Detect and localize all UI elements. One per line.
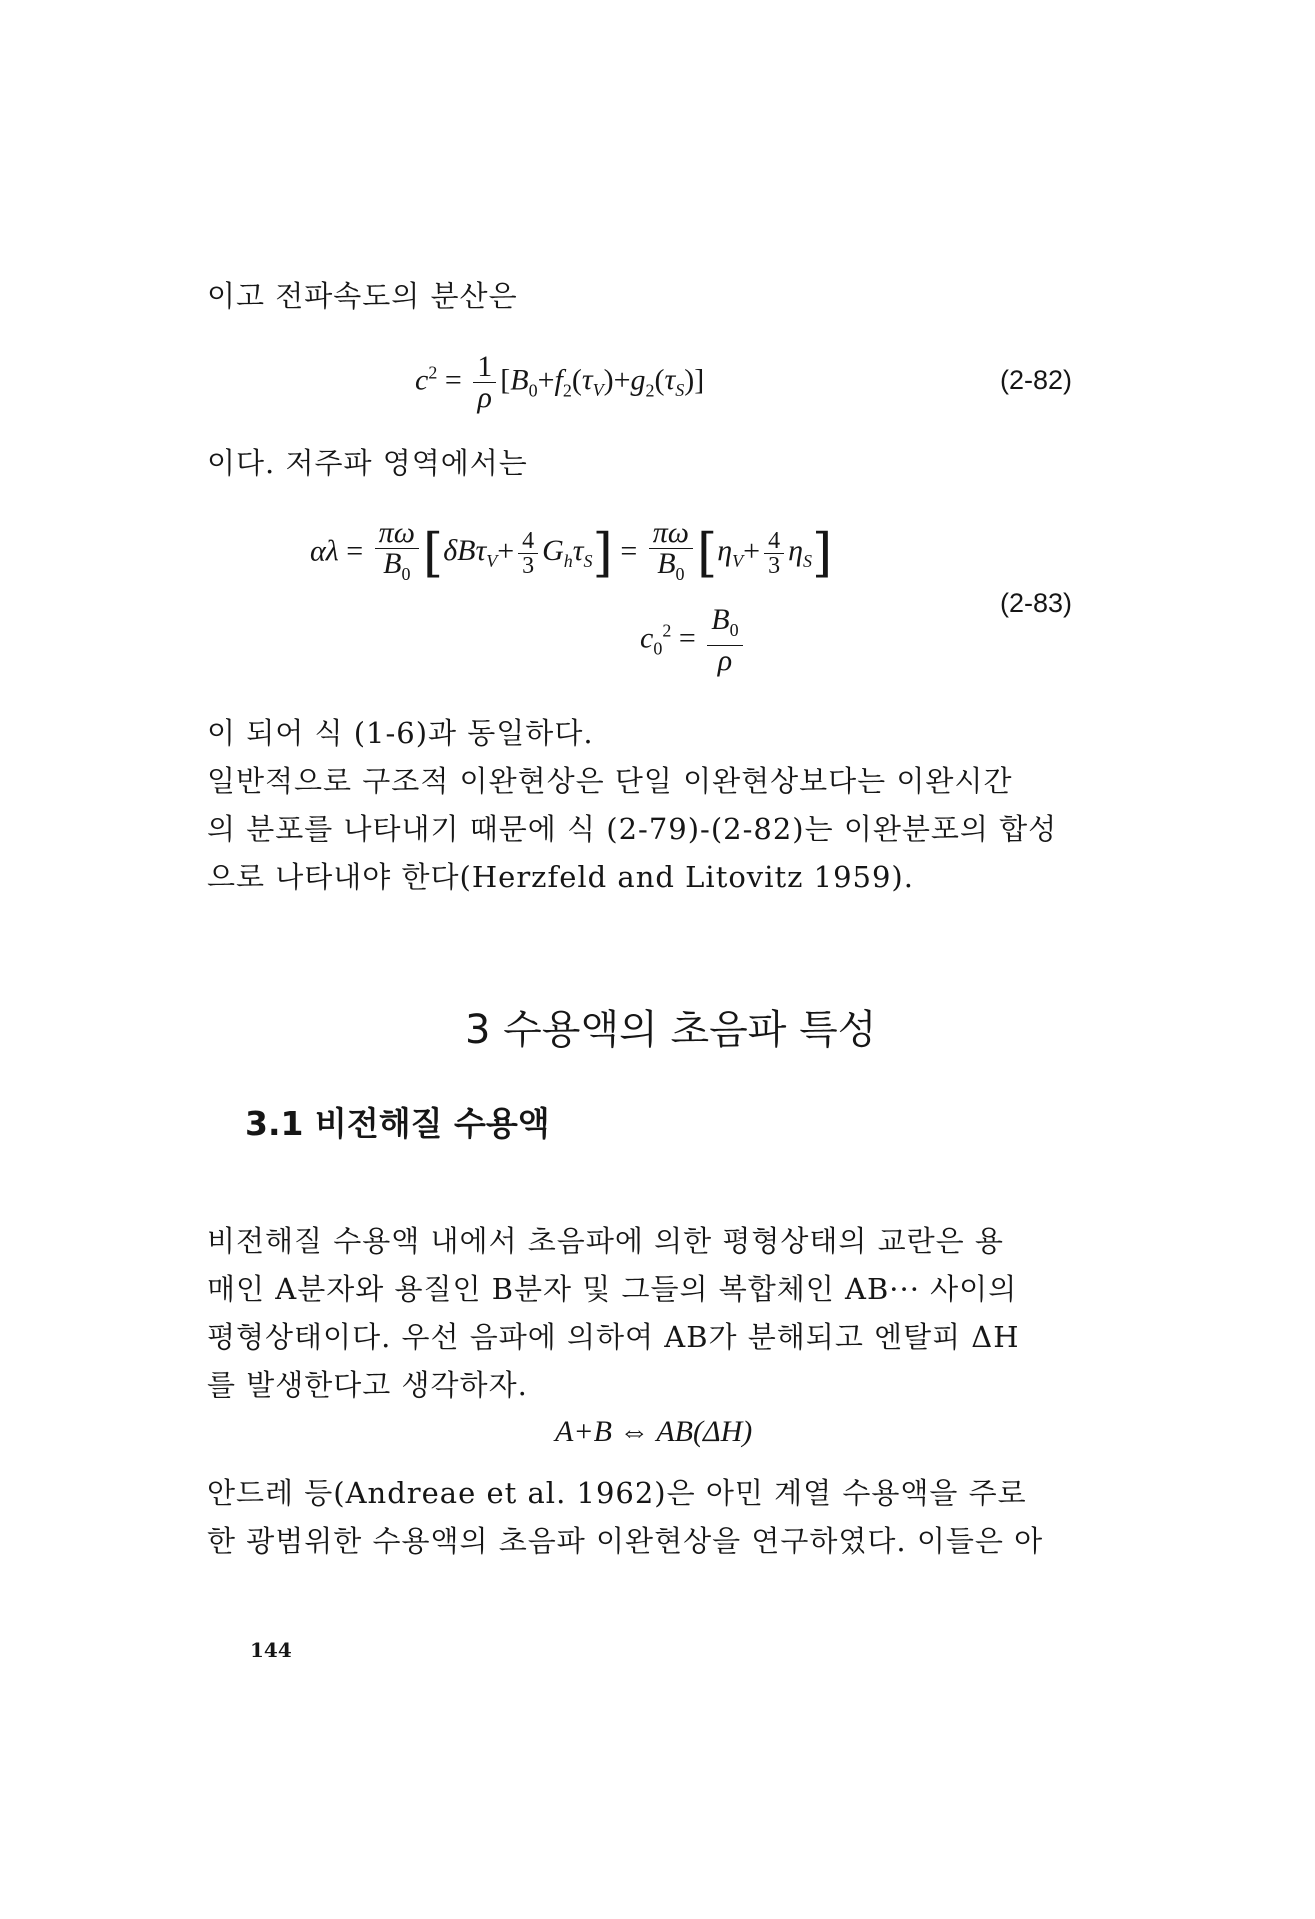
page-number: 144 xyxy=(250,1638,292,1662)
text-line: 평형상태이다. 우선 음파에 의하여 AB가 분해되고 엔탈피 ΔH xyxy=(207,1320,1020,1354)
equation-2-82: $c^2$ = $\frac{1}{\rho}$ $[B_0+f_2(\tau_V)+g_2(\tau_S)]$ xyxy=(415,350,705,414)
text-line: 이 되어 식 (1-6)과 동일하다. xyxy=(207,716,594,750)
text-line: 매인 A분자와 용질인 B분자 및 그들의 복합체인 AB··· 사이의 xyxy=(207,1272,1018,1306)
text-line: 의 분포를 나타내기 때문에 식 (2-79)-(2-82)는 이완분포의 합성 xyxy=(207,812,1058,846)
text-span: 일반적으로 구조적 이완현상은 단일 이완현상보다는 이완시간 xyxy=(207,764,1013,798)
section-heading: 3 수용액의 초음파 특성 xyxy=(465,1007,877,1053)
text-line: 이다. 저주파 영역에서는 xyxy=(207,446,528,480)
equation-2-83-line2: $c_0^2$ = $\frac{B_0}{\rho}$ xyxy=(640,605,747,676)
equation-2-83-line1: αλ = $\frac{\pi\omega}{B_0}$ [δBτ$_V$+ $\frac{4}{3}$ $G_h\tau_S$] = $\frac{\pi\omega}{B_0}$ [$\eta_V+$ $\frac{4}{3}$ $\eta_S$] xyxy=(310,516,833,584)
text-line: 으로 나타내야 한다(Herzfeld and Litovitz 1959). xyxy=(207,860,914,894)
text-line: 한 광범위한 수용액의 초음파 이완현상을 연구하였다. 이들은 아 xyxy=(207,1524,1044,1558)
text-line: 이고 전파속도의 분산은 xyxy=(207,279,518,313)
reaction-equation: A+B ⇔ AB(ΔH) xyxy=(555,1415,753,1448)
text-line: 안드레 등(Andreae et al. 1962)은 아민 계열 수용액을 주로 xyxy=(207,1476,1027,1510)
subsection-heading: 3.1 비전해질 수용액 xyxy=(245,1104,550,1143)
text-line: 를 발생한다고 생각하자. xyxy=(207,1368,528,1402)
text-line xyxy=(207,763,1147,799)
equation-number: (2-82) xyxy=(1000,365,1073,395)
text-line: 비전해질 수용액 내에서 초음파에 의한 평형상태의 교란은 용 xyxy=(207,1224,1004,1258)
equation-number: (2-83) xyxy=(1000,588,1073,618)
